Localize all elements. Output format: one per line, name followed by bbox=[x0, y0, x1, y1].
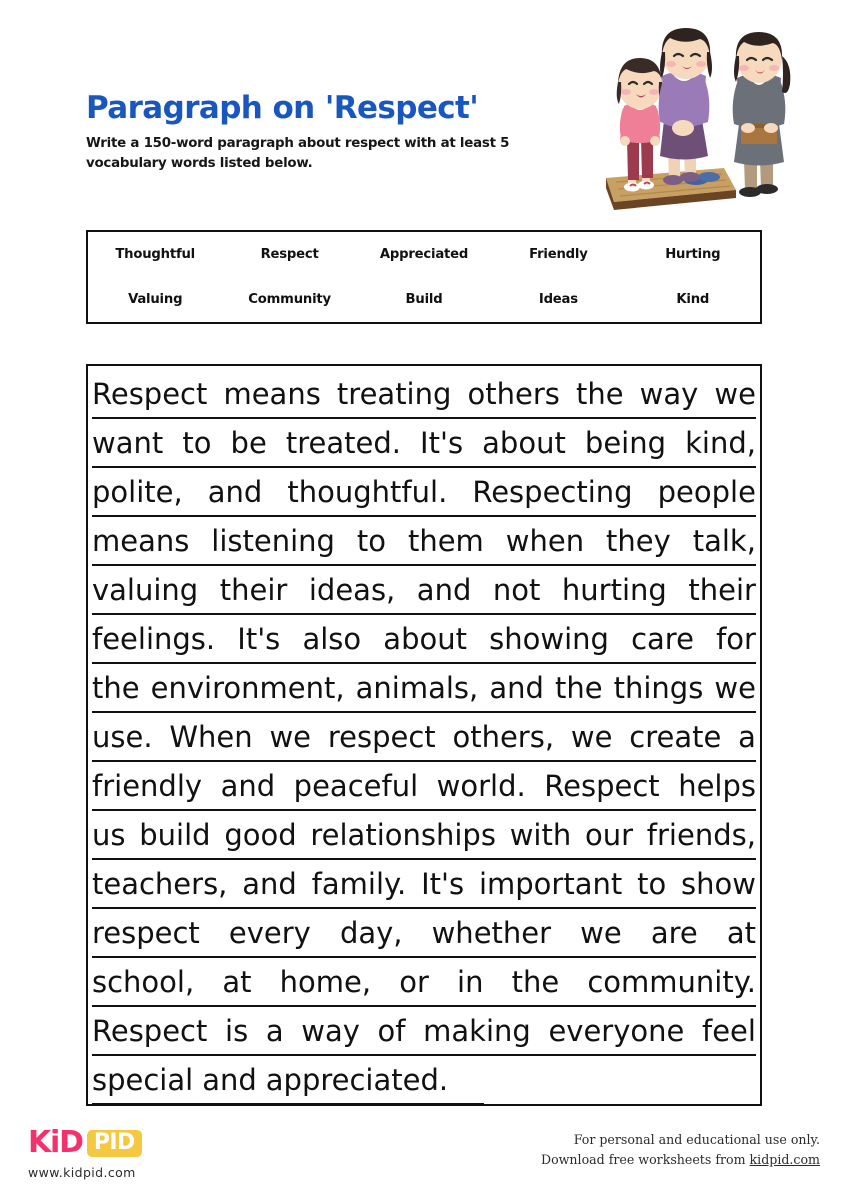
handwriting-word: to bbox=[637, 867, 667, 901]
logo-pid-text: PID bbox=[93, 1129, 135, 1155]
handwriting-word: means bbox=[92, 524, 190, 558]
handwriting-word: friends, bbox=[646, 818, 756, 852]
handwriting-word: way bbox=[301, 1014, 360, 1048]
vocabulary-word: Build bbox=[405, 292, 443, 307]
handwriting-word: about bbox=[383, 622, 467, 656]
handwriting-word: good bbox=[224, 818, 297, 852]
header bbox=[86, 92, 586, 174]
handwriting-word: others bbox=[467, 377, 560, 411]
handwriting-word: everyone bbox=[548, 1014, 685, 1048]
handwriting-line bbox=[92, 713, 756, 762]
vocabulary-word: Hurting bbox=[665, 247, 721, 262]
handwriting-word: want bbox=[92, 426, 164, 460]
handwriting-word: feelings. bbox=[92, 622, 216, 656]
vocabulary-word: Kind bbox=[676, 292, 710, 307]
handwriting-line bbox=[92, 1056, 484, 1105]
handwriting-word: It's bbox=[237, 622, 281, 656]
handwriting-word: we bbox=[714, 671, 756, 705]
handwriting-word: people bbox=[657, 475, 756, 509]
handwriting-word: It's bbox=[420, 426, 464, 460]
handwriting-line bbox=[92, 860, 756, 909]
handwriting-word: polite, bbox=[92, 475, 183, 509]
woman-suit-figure bbox=[733, 32, 791, 197]
handwriting-line bbox=[92, 419, 756, 468]
vocabulary-box bbox=[86, 230, 762, 324]
handwriting-word: also bbox=[302, 622, 362, 656]
handwriting-word: ideas, bbox=[308, 573, 396, 607]
handwriting-word: treated. bbox=[285, 426, 401, 460]
vocabulary-word: Ideas bbox=[538, 292, 578, 307]
handwriting-word: relationships bbox=[310, 818, 496, 852]
handwriting-word: world. bbox=[436, 769, 526, 803]
handwriting-word: when bbox=[505, 524, 585, 558]
handwriting-word: means bbox=[223, 377, 321, 411]
writing-answer-box[interactable] bbox=[86, 364, 762, 1106]
handwriting-word: and bbox=[489, 671, 544, 705]
handwriting-word: the bbox=[554, 671, 603, 705]
handwriting-word: and bbox=[242, 867, 297, 901]
handwriting-word: Respect bbox=[544, 769, 660, 803]
handwriting-line bbox=[92, 517, 756, 566]
handwriting-word: school, bbox=[92, 965, 195, 999]
logo-pid-badge bbox=[87, 1130, 142, 1157]
handwriting-word: things bbox=[613, 671, 704, 705]
handwriting-word: a bbox=[265, 1014, 284, 1048]
handwriting-line bbox=[92, 811, 756, 860]
handwriting-word: our bbox=[584, 818, 634, 852]
handwriting-word: every bbox=[228, 916, 311, 950]
child-figure bbox=[617, 58, 664, 192]
handwriting-word: we bbox=[269, 720, 312, 754]
people-bowing-greeting-illustration bbox=[596, 28, 800, 224]
vocabulary-word: Valuing bbox=[128, 292, 183, 307]
handwriting-word: for bbox=[716, 622, 756, 656]
handwriting-word: making bbox=[423, 1014, 531, 1048]
handwriting-word: and bbox=[202, 1063, 257, 1097]
handwriting-word: build bbox=[139, 818, 211, 852]
handwriting-line bbox=[92, 664, 756, 713]
handwriting-word: helps bbox=[678, 769, 756, 803]
handwriting-word: with bbox=[509, 818, 572, 852]
vocabulary-word: Community bbox=[248, 292, 331, 307]
handwriting-word: and bbox=[416, 573, 472, 607]
handwriting-word: Respect bbox=[92, 1014, 208, 1048]
handwriting-word: teachers, bbox=[92, 867, 228, 901]
handwriting-word: talk, bbox=[692, 524, 756, 558]
handwriting-word: environment, bbox=[150, 671, 345, 705]
vocabulary-word: Respect bbox=[260, 247, 319, 262]
handwriting-word: friendly bbox=[92, 769, 203, 803]
handwriting-word: way bbox=[639, 377, 699, 411]
handwriting-word: is bbox=[225, 1014, 249, 1048]
handwriting-word: animals, bbox=[355, 671, 479, 705]
handwriting-line bbox=[92, 566, 756, 615]
handwriting-word: Respect bbox=[92, 377, 208, 411]
handwriting-word: day, bbox=[339, 916, 403, 950]
handwriting-line bbox=[92, 468, 756, 517]
handwritten-paragraph bbox=[92, 370, 756, 1105]
logo-kid-text: KiD bbox=[28, 1125, 83, 1160]
handwriting-word: and bbox=[207, 475, 263, 509]
handwriting-word: use. bbox=[92, 720, 153, 754]
vocabulary-word: Thoughtful bbox=[115, 247, 195, 262]
handwriting-word: the bbox=[511, 965, 560, 999]
handwriting-word: thoughtful. bbox=[287, 475, 448, 509]
handwriting-word: being bbox=[584, 426, 667, 460]
handwriting-word: respect bbox=[92, 916, 200, 950]
handwriting-word: or bbox=[399, 965, 429, 999]
handwriting-word: feel bbox=[702, 1014, 756, 1048]
handwriting-word: listening bbox=[211, 524, 335, 558]
handwriting-word: show bbox=[681, 867, 756, 901]
handwriting-word: home, bbox=[279, 965, 372, 999]
handwriting-word: others, bbox=[452, 720, 555, 754]
handwriting-word: the bbox=[92, 671, 140, 705]
handwriting-line bbox=[92, 615, 756, 664]
handwriting-word: of bbox=[377, 1014, 406, 1048]
handwriting-line bbox=[92, 958, 756, 1007]
handwriting-word: at bbox=[726, 916, 756, 950]
handwriting-word: peaceful bbox=[293, 769, 419, 803]
handwriting-word: appreciated. bbox=[265, 1063, 449, 1097]
handwriting-line bbox=[92, 370, 756, 419]
vocabulary-word: Friendly bbox=[529, 247, 588, 262]
handwriting-line bbox=[92, 1007, 756, 1056]
handwriting-word: us bbox=[92, 818, 126, 852]
handwriting-word: about bbox=[482, 426, 566, 460]
handwriting-word: are bbox=[650, 916, 698, 950]
handwriting-word: their bbox=[219, 573, 288, 607]
handwriting-word: showing bbox=[489, 622, 609, 656]
handwriting-word: create bbox=[629, 720, 722, 754]
handwriting-line bbox=[92, 909, 756, 958]
handwriting-word: we bbox=[570, 720, 613, 754]
handwriting-word: we bbox=[714, 377, 756, 411]
handwriting-word: be bbox=[230, 426, 267, 460]
handwriting-word: whether bbox=[431, 916, 552, 950]
handwriting-word: not bbox=[492, 573, 541, 607]
handwriting-word: they bbox=[606, 524, 671, 558]
handwriting-word: Respecting bbox=[472, 475, 633, 509]
handwriting-word: treating bbox=[336, 377, 452, 411]
handwriting-word: kind, bbox=[685, 426, 756, 460]
footer-credit-line-1: For personal and educational use only. bbox=[573, 1132, 820, 1147]
woman-purple-figure bbox=[659, 28, 712, 185]
logo-row bbox=[28, 1126, 208, 1160]
handwriting-line bbox=[92, 762, 756, 811]
kidpid-link[interactable]: kidpid.com bbox=[749, 1152, 820, 1168]
handwriting-word: valuing bbox=[92, 573, 199, 607]
handwriting-word: to bbox=[182, 426, 212, 460]
page-title: Paragraph on 'Respect' bbox=[86, 90, 479, 126]
footer-credit-line-2 bbox=[541, 1150, 820, 1170]
footer-credit bbox=[541, 1130, 820, 1171]
handwriting-word: we bbox=[580, 916, 622, 950]
handwriting-word: care bbox=[631, 622, 694, 656]
handwriting-word: special bbox=[92, 1063, 194, 1097]
handwriting-word: in bbox=[457, 965, 484, 999]
handwriting-word: hurting bbox=[561, 573, 667, 607]
handwriting-word: to bbox=[356, 524, 387, 558]
logo-url-text: www.kidpid.com bbox=[28, 1165, 136, 1180]
handwriting-word: their bbox=[688, 573, 756, 607]
handwriting-word: a bbox=[738, 720, 756, 754]
handwriting-word: them bbox=[407, 524, 484, 558]
footer-credit-prefix: Download free worksheets from bbox=[540, 1152, 750, 1168]
handwriting-word: important bbox=[478, 867, 623, 901]
kidpid-logo bbox=[28, 1126, 208, 1180]
handwriting-word: When bbox=[169, 720, 253, 754]
instructions-text: Write a 150-word paragraph about respect with at least 5 vocabulary words listed below. bbox=[86, 135, 510, 171]
handwriting-word: It's bbox=[421, 867, 465, 901]
handwriting-word: and bbox=[220, 769, 276, 803]
handwriting-word: community. bbox=[587, 965, 756, 999]
vocabulary-grid bbox=[88, 232, 760, 322]
vocabulary-word: Appreciated bbox=[379, 247, 469, 262]
handwriting-word: the bbox=[575, 377, 624, 411]
handwriting-word: respect bbox=[327, 720, 436, 754]
handwriting-word: at bbox=[222, 965, 252, 999]
handwriting-word: family. bbox=[311, 867, 407, 901]
